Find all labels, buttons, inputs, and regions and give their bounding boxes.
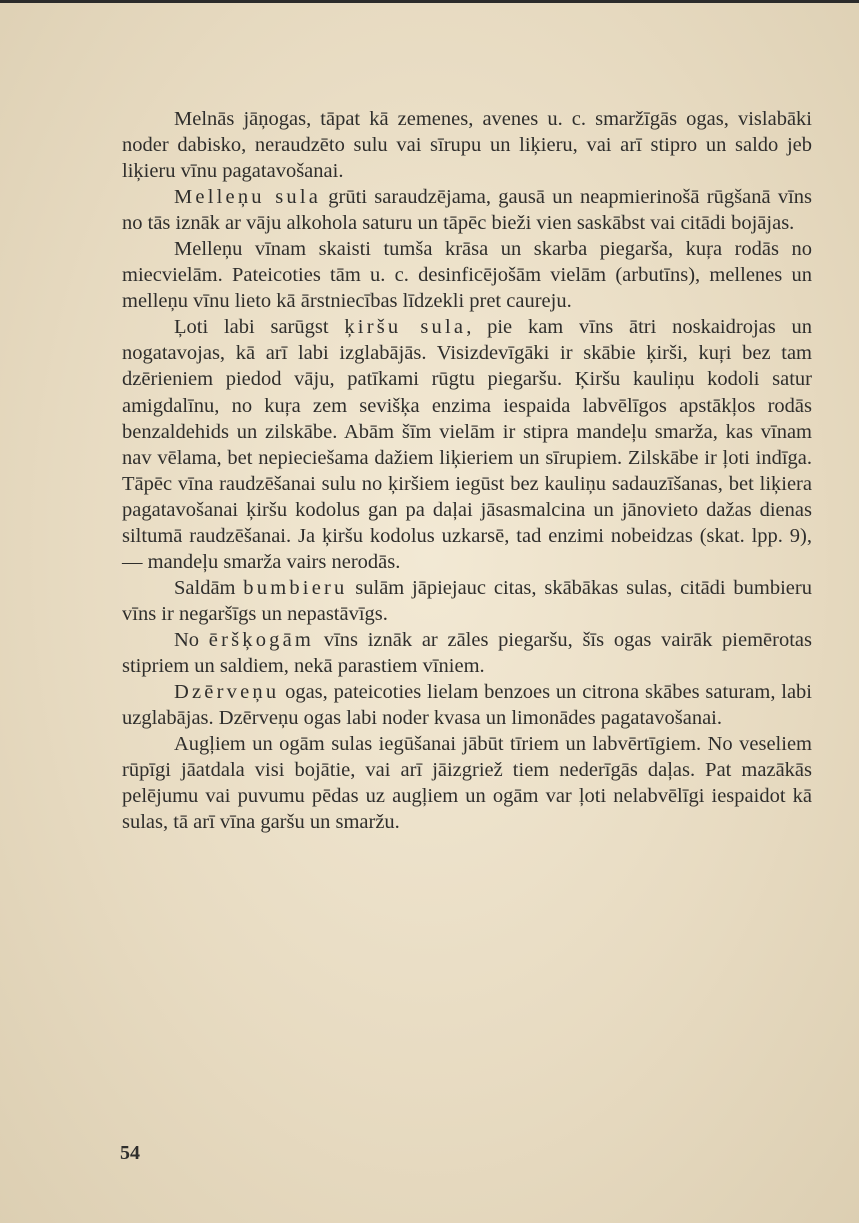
paragraph-text: Melleņu vīnam skaisti tumša krāsa un skarba piegarša, kuŗa rodās no miecvielām. Pateicoties tām u. c. desinficējošām vielām (arbutīns), mellenes un melleņu vīnu lieto kā ārstniecības līdzekli pret caureju. bbox=[122, 238, 812, 313]
paragraph-fruit-quality bbox=[122, 731, 812, 835]
paragraph-cherry-juice bbox=[122, 314, 812, 574]
paragraph-blackcurrants bbox=[122, 106, 812, 184]
spaced-term: bumbieru bbox=[243, 576, 348, 599]
spaced-term: ēršķogām bbox=[208, 628, 315, 651]
body-text bbox=[122, 106, 812, 835]
paragraph-cranberry bbox=[122, 679, 812, 731]
spaced-term: ķiršu sula bbox=[344, 316, 467, 339]
spaced-term: Dzērveņu bbox=[174, 681, 280, 704]
paragraph-text: , pie kam vīns ātri noskaidrojas un nogatavojas, kā arī labi izglabājās. Visizdevīgāki ir skābie ķirši, kuŗi bez tam dzērieniem piedod vāju, patīkami rūgtu piegaršu. Ķiršu kauliņu kodoli satur amigdalīnu, no kuŗa zem sevišķa enzima iespaida labvēlīgos apstākļos rodās benzaldehids un zilskābe. Abām šīm vielām ir stipra mandeļu smarža, kas vīnam nav vēlama, bet nepieciešama dažiem liķieriem un sīrupiem. Zilskābe ir ļoti indīga. Tāpēc vīna raudzēšanai sulu no ķiršiem iegūst bez kauliņu sadauzīšanas, bet liķiera pagatavošanai ķiršu kodolus gan pa daļai jāsasmalcina un jānovieto dažas dienas siltumā raudzēšanai. Ja ķiršu kodolus uzkarsē, tad enzimi nobeidzas (skat. lpp. 9), — mandeļu smarža vairs nerodās. bbox=[122, 316, 813, 573]
paragraph-text: Ļoti labi sarūgst bbox=[174, 316, 345, 339]
spaced-term: Melleņu sula bbox=[174, 186, 322, 209]
paragraph-pear bbox=[122, 575, 812, 627]
paragraph-text: grūti saraudzējama, gausā un neapmierinošā rūgšanā vīns no tās iznāk ar vāju alkohola saturu un tāpēc bieži vien saskābst vai citādi bojājas. bbox=[122, 186, 812, 235]
paragraph-text: sulām jāpiejauc citas, skābākas sulas, citādi bumbieru vīns ir negaršīgs un nepastāvīgs. bbox=[122, 576, 812, 625]
paragraph-text: ogas, pateicoties lielam benzoes un citrona skābes saturam, labi uzglabājas. Dzērveņu ogas labi noder kvasa un limonādes pagatavošanai. bbox=[122, 681, 812, 730]
paragraph-bilberry-juice bbox=[122, 184, 812, 236]
paragraph-text: vīns iznāk ar zāles piegaršu, šīs ogas vairāk piemērotas stipriem un saldiem, nekā parastiem vīniem. bbox=[122, 628, 812, 677]
paragraph-text: Augļiem un ogām sulas iegūšanai jābūt tīriem un labvērtīgiem. No veseliem rūpīgi jāatdala visi bojātie, vai arī jāizgriež tiem nederīgās daļas. Pat mazākās pelējumu vai puvumu pēdas uz augļiem un ogām var ļoti nelabvēlīgi iespaidot kā sulas, tā arī vīna garšu un smaržu. bbox=[122, 733, 812, 834]
top-edge-rule bbox=[0, 0, 859, 3]
paragraph-gooseberry bbox=[122, 627, 812, 679]
page-number: 54 bbox=[120, 1142, 140, 1164]
paragraph-text: Saldām bbox=[174, 576, 244, 599]
paragraph-text: No bbox=[174, 628, 209, 651]
paragraph-bilberry-wine bbox=[122, 236, 812, 314]
paragraph-text: Melnās jāņogas, tāpat kā zemenes, avenes u. c. smaržīgās ogas, vislabāki noder dabisko, neraudzēto sulu vai sīrupu un liķieru, vai arī stipro un saldo jeb liķieru vīnu pagatavošanai. bbox=[122, 108, 812, 183]
